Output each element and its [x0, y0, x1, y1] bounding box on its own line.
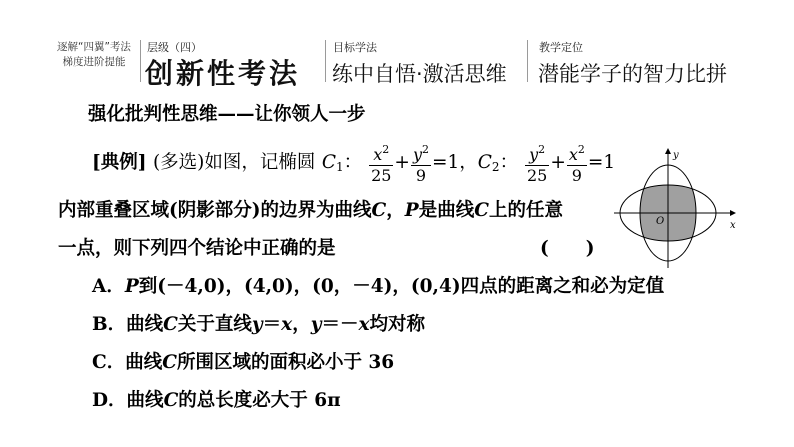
- origin-label: O: [656, 216, 665, 227]
- option-text: 均对称: [369, 314, 426, 335]
- ellipse-figure: [612, 148, 742, 270]
- answer-parentheses: ( ): [540, 238, 595, 259]
- option-text: 曲线: [126, 314, 164, 335]
- option-text: 的总长度必大于 6π: [178, 390, 341, 411]
- colon: ：: [343, 152, 363, 173]
- option-text: 曲线: [125, 352, 163, 373]
- option-b: B．曲线C关于直线y＝x，y＝－x均对称: [92, 314, 426, 335]
- option-letter: D．: [92, 390, 127, 411]
- header-divider: [527, 40, 528, 82]
- header-divider: [140, 40, 141, 82]
- equals-one: =1，: [431, 152, 478, 173]
- plus-sign: +: [550, 152, 566, 173]
- option-letter: B．: [92, 314, 127, 335]
- header-divider: [325, 40, 326, 82]
- curve-c: C: [162, 352, 177, 373]
- fraction-y2-25: $\frac{y^2}{25}$: [525, 140, 549, 186]
- header-main-title: 创新性考法: [145, 57, 301, 90]
- y-axis-arrow-icon: [665, 148, 671, 154]
- problem-text: ，: [386, 200, 405, 221]
- option-letter: C．: [92, 352, 126, 373]
- option-text: 曲线: [126, 390, 164, 411]
- header-tag: [52, 40, 136, 70]
- header-level: 层级（四）: [147, 41, 202, 54]
- problem-text: 内部重叠区域(阴影部分)的边界为曲线: [58, 200, 372, 221]
- problem-text: 上的任意: [488, 200, 563, 221]
- curve-c: C: [163, 390, 179, 411]
- problem-line-2: [58, 196, 563, 222]
- problem-text: 是曲线: [418, 200, 475, 221]
- x-axis-arrow-icon: [730, 210, 736, 216]
- fraction-x2-9: $\frac{x^2}{9}$: [567, 140, 587, 186]
- multi-choice-text: (多选)如图，记椭圆: [152, 152, 316, 173]
- curve-c1: C: [321, 152, 337, 173]
- subscript: 2: [491, 160, 500, 174]
- colon: ：: [499, 152, 519, 173]
- point-p: P: [404, 200, 419, 221]
- example-tag: [典例]: [92, 152, 147, 173]
- option-letter: A．: [92, 276, 125, 297]
- header-col2-label: 教学定位: [539, 41, 583, 54]
- option-c: [92, 348, 394, 374]
- equals-one: =1: [587, 152, 616, 173]
- curve-c2: C: [477, 152, 492, 173]
- header-tag-line1: 逐解“四翼”考法: [57, 41, 131, 53]
- header-col1-label: 目标学法: [333, 41, 377, 54]
- fraction-x2-25: $\frac{x^2}{25}$: [369, 140, 393, 186]
- option-text: 所围区域的面积必小于 36: [176, 352, 395, 373]
- fraction-y2-9: $\frac{y^2}{9}$: [411, 140, 431, 186]
- problem-line-3: 一点，则下列四个结论中正确的是: [58, 238, 336, 259]
- curve-c: C: [474, 200, 489, 221]
- point-p: P: [124, 276, 139, 297]
- curve-c: C: [163, 314, 178, 335]
- header-col1-title: 练中自悟·激活思维: [332, 62, 507, 86]
- header-col2-title: 潜能学子的智力比拼: [538, 62, 727, 86]
- header-banner: [0, 0, 794, 90]
- plus-sign: +: [394, 152, 410, 173]
- section-heading: 强化批判性思维——让你领人一步: [88, 104, 366, 125]
- option-d: [92, 386, 341, 412]
- problem-line-1: [92, 140, 615, 186]
- option-text: 关于直线: [177, 314, 252, 335]
- x-axis-label: x: [730, 220, 736, 231]
- y-axis-label: y: [673, 150, 679, 161]
- option-text: 到(－4,0)，(4,0)，(0，－4)，(0,4)四点的距离之和必为定值: [138, 276, 665, 297]
- subscript: 1: [336, 160, 344, 174]
- header-tag-line2: 梯度进阶提能: [62, 56, 126, 68]
- curve-c: C: [371, 200, 387, 221]
- option-a: [92, 272, 664, 298]
